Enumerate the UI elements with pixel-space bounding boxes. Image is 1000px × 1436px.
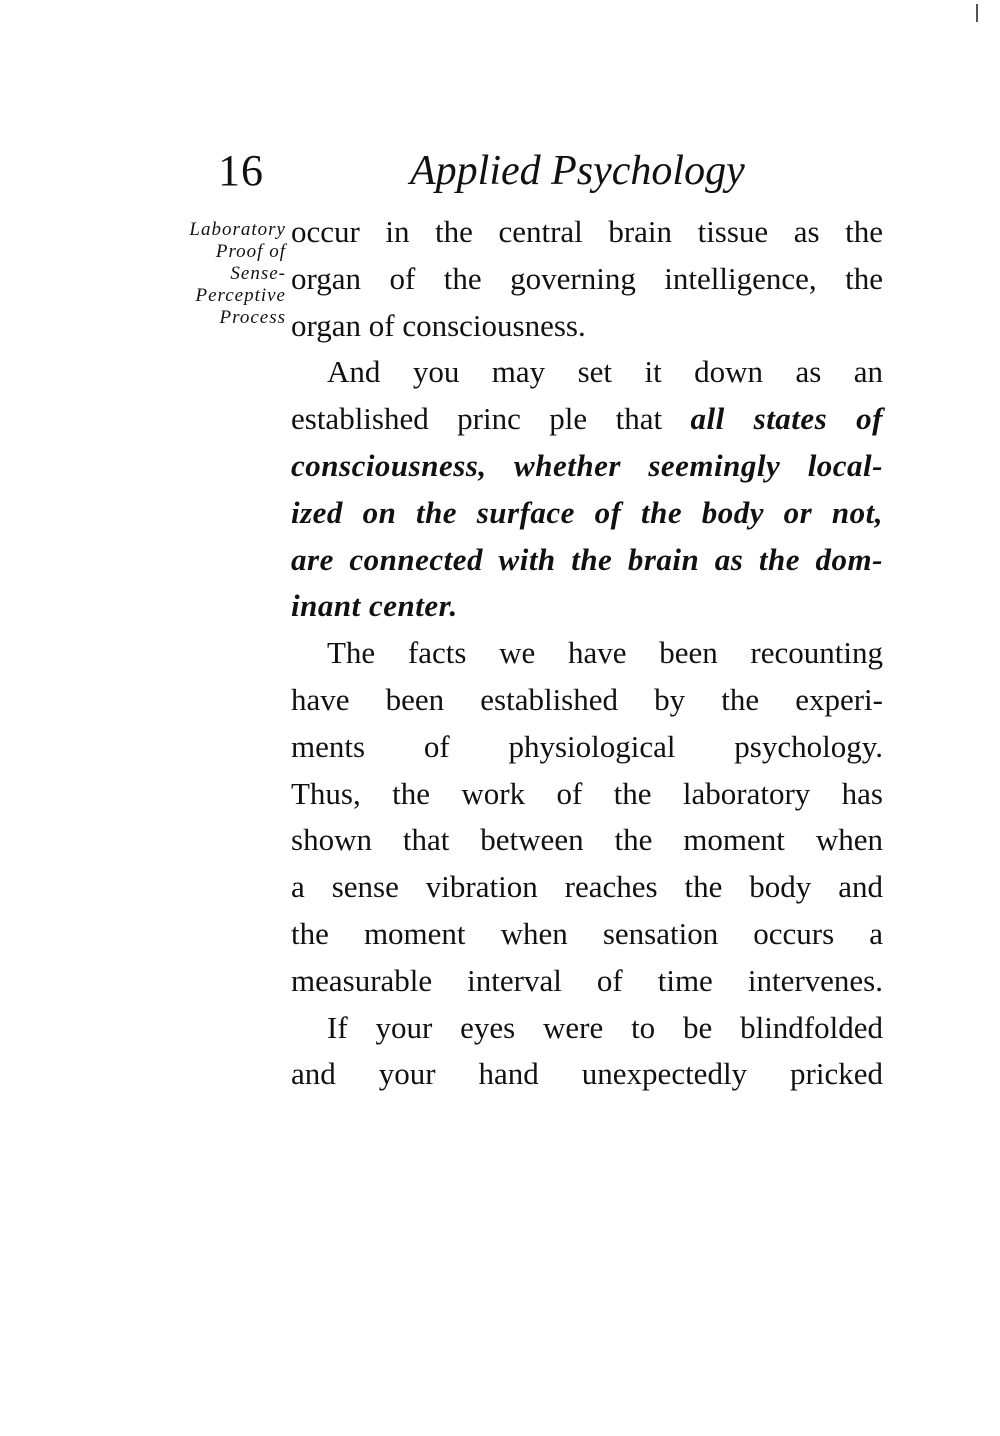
body-text (291, 209, 883, 1098)
running-title: Applied Psychology (410, 148, 745, 194)
emphasized-line: are connected with the brain as the dom- (291, 541, 883, 577)
text-line: occur in the central brain tissue as the (291, 214, 883, 249)
margin-sidenote (140, 219, 286, 329)
sidenote-line: Process (219, 307, 286, 328)
text-line: the moment when sensation occurs a (291, 915, 883, 951)
text-line: and your hand unexpectedly pricked (291, 1056, 883, 1092)
text-line: The facts we have been recounting (327, 635, 883, 671)
text-run: established princ ple that (291, 401, 663, 437)
text-line: If your eyes were to be blindfolded (327, 1009, 883, 1045)
text-line: And you may set it down as an (327, 354, 883, 390)
emphasized-text: all states of (690, 401, 883, 437)
text-line: ments of physiological psychology. (291, 728, 883, 764)
page-number: 16 (218, 146, 264, 195)
sidenote-line: Proof of (215, 241, 286, 262)
text-line: a sense vibration reaches the body and (291, 869, 883, 905)
sidenote-line: Laboratory (189, 219, 286, 240)
text-line: organ of consciousness. (291, 307, 586, 343)
page-edge-mark (976, 4, 978, 22)
emphasized-line: consciousness, whether seemingly local- (291, 447, 883, 483)
text-line: have been established by the experi- (291, 681, 883, 717)
text-line: Thus, the work of the laboratory has (291, 775, 883, 811)
sidenote-line: Sense- (230, 263, 286, 284)
text-line: organ of the governing intelligence, the (291, 260, 883, 296)
emphasized-line: inant center. (291, 588, 458, 624)
sidenote-line: Perceptive (195, 285, 286, 306)
text-line: measurable interval of time intervenes. (291, 962, 883, 998)
text-line (291, 396, 883, 443)
emphasized-line: ized on the surface of the body or not, (291, 494, 883, 530)
text-line: shown that between the moment when (291, 822, 883, 858)
